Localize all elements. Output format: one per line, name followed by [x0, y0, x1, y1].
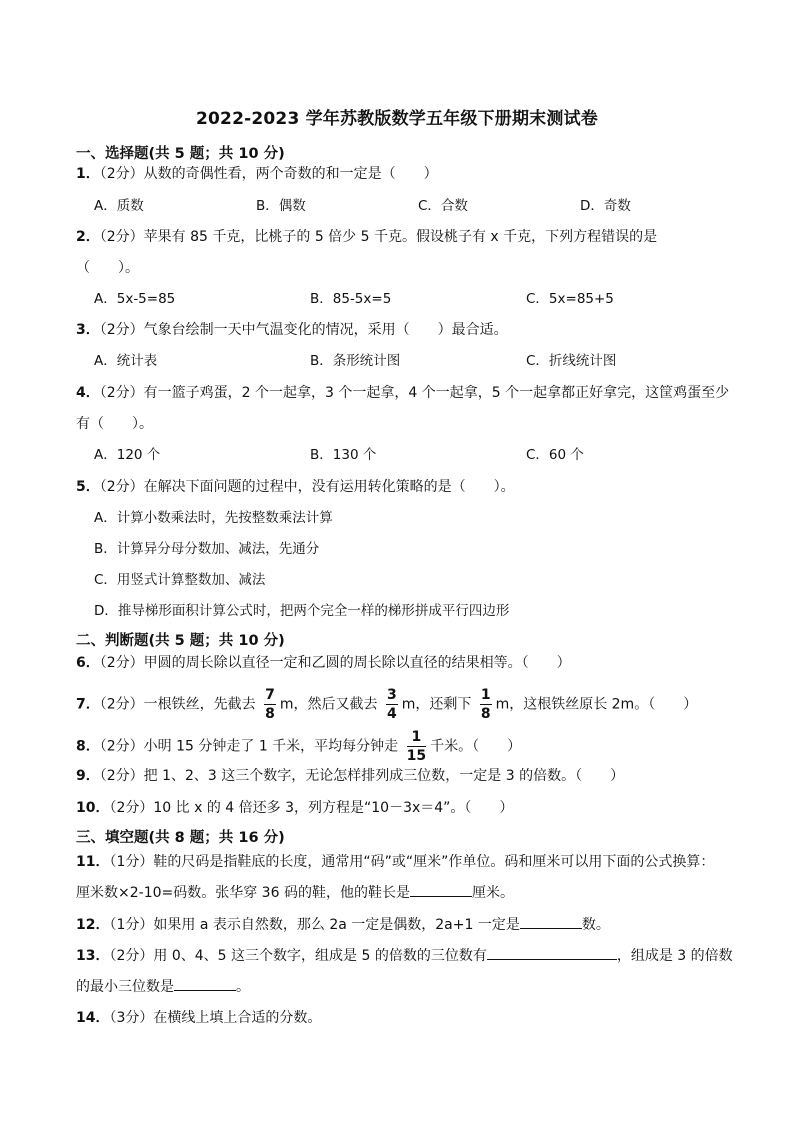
question-number: 14．	[76, 1010, 110, 1026]
question-6	[76, 653, 571, 673]
fraction-3-4	[386, 688, 398, 721]
section-heading-fill-blank: 三、填空题(共 8 题；共 16 分)	[76, 830, 285, 846]
option-a: A．计算小数乘法时，先按整数乘法计算	[94, 510, 333, 526]
question-text: 厘米。	[471, 885, 514, 901]
option-a: A．质数	[94, 198, 144, 214]
question-14	[76, 1008, 321, 1028]
answer-blank[interactable]	[487, 945, 617, 960]
question-number: 11．	[76, 854, 110, 870]
question-text: （2分）气象台绘制一天中气温变化的情况，采用（ ）最合适。	[99, 322, 508, 338]
option-c: C．60 个	[526, 447, 584, 463]
denominator: 8	[480, 706, 491, 722]
option-d: D．奇数	[580, 198, 631, 214]
question-text: （2分）小明 15 分钟走了 1 千米，平均每分钟走	[99, 738, 399, 755]
question-number: 7．	[76, 696, 100, 713]
question-2	[76, 227, 657, 247]
question-text: 千米。（ ）	[430, 738, 522, 755]
question-number: 8．	[76, 738, 100, 755]
numerator: 3	[386, 687, 397, 703]
question-text: ，组成是 3 的倍数	[616, 948, 733, 964]
question-text: （2分）10 比 x 的 4 倍还多 3，列方程是“10－3x＝4”。（ ）	[109, 800, 514, 816]
question-text: m，还剩下	[401, 696, 472, 713]
fraction-7-8	[264, 688, 276, 721]
option-c: C．折线统计图	[526, 353, 617, 369]
denominator: 4	[386, 706, 397, 722]
question-number: 4．	[76, 385, 100, 401]
question-number: 13．	[76, 948, 110, 964]
question-text: 厘米数×2-10=码数。张华穿 36 码的鞋，他的鞋长是	[76, 885, 410, 901]
question-text: 数。	[581, 917, 610, 933]
question-number: 12．	[76, 917, 110, 933]
question-11	[76, 852, 714, 872]
fraction-1-15	[407, 730, 426, 763]
question-4	[76, 383, 729, 403]
question-4-line2: 有（ ）。	[76, 416, 153, 432]
option-b: B．130 个	[310, 447, 377, 463]
question-number: 2．	[76, 229, 100, 245]
numerator: 1	[480, 687, 491, 703]
question-text: 的最小三位数是	[76, 979, 174, 995]
question-7	[76, 688, 697, 721]
option-d: D．推导梯形面积计算公式时，把两个完全一样的梯形拼成平行四边形	[94, 603, 510, 619]
question-8	[76, 730, 521, 763]
question-text: （3分）在横线上填上合适的分数。	[109, 1010, 322, 1026]
option-b: B．85-5x=5	[310, 291, 392, 307]
option-a: A．5x-5=85	[94, 291, 176, 307]
question-5	[76, 477, 515, 497]
question-text: （2分）苹果有 85 千克，比桃子的 5 倍少 5 千克。假设桃子有 x 千克，下列方程错误的是	[99, 229, 658, 245]
question-text: （2分）一根铁丝，先截去	[99, 696, 256, 713]
numerator: 1	[407, 730, 426, 747]
denominator: 15	[406, 748, 427, 764]
question-13-line2	[76, 976, 250, 997]
question-number: 5．	[76, 479, 100, 495]
question-text: （2分）把 1、2、3 这三个数字，无论怎样排列成三位数，一定是 3 的倍数。（ ）	[99, 768, 625, 784]
option-c: C．合数	[418, 198, 468, 214]
option-b: B．条形统计图	[310, 353, 401, 369]
question-13	[76, 945, 733, 966]
question-text: （1分）如果用 a 表示自然数，那么 2a 一定是偶数，2a+1 一定是	[109, 917, 520, 933]
question-number: 1．	[76, 166, 100, 182]
question-number: 6．	[76, 655, 100, 671]
question-text: （2分）从数的奇偶性看，两个奇数的和一定是（ ）	[99, 166, 438, 182]
option-b: B．计算异分母分数加、减法，先通分	[94, 541, 320, 557]
option-a: A．统计表	[94, 353, 158, 369]
section-heading-choice: 一、选择题(共 5 题；共 10 分)	[76, 146, 285, 162]
fraction-1-8	[480, 688, 492, 721]
question-text: m，然后又截去	[279, 696, 378, 713]
question-text: （2分）在解决下面问题的过程中，没有运用转化策略的是（ ）。	[99, 479, 515, 495]
option-a: A．120 个	[94, 447, 161, 463]
question-text: （1分）鞋的尺码是指鞋底的长度，通常用“码”或“厘米”作单位。码和厘米可以用下面的公式换算：	[109, 854, 715, 870]
answer-blank[interactable]	[520, 914, 582, 929]
numerator: 7	[265, 687, 275, 703]
question-2-line2: （ ）。	[76, 260, 139, 276]
question-12	[76, 914, 610, 935]
answer-blank[interactable]	[174, 976, 236, 991]
answer-blank[interactable]	[410, 882, 472, 897]
question-text: （2分）有一篮子鸡蛋，2 个一起拿，3 个一起拿，4 个一起拿，5 个一起拿都正好拿完，这筐鸡蛋至少	[99, 385, 730, 401]
question-number: 3．	[76, 322, 100, 338]
question-3	[76, 320, 508, 340]
option-c: C．用竖式计算整数加、减法	[94, 572, 266, 588]
section-heading-true-false: 二、判断题(共 5 题；共 10 分)	[76, 633, 285, 649]
question-1	[76, 164, 438, 184]
question-text: （2分）用 0、4、5 这三个数字，组成是 5 的倍数的三位数有	[109, 948, 487, 964]
question-number: 9．	[76, 768, 100, 784]
question-9	[76, 766, 624, 786]
page-title: 2022-2023 学年苏教版数学五年级下册期末测试卷	[195, 109, 598, 129]
denominator: 8	[265, 706, 275, 722]
option-b: B．偶数	[256, 198, 306, 214]
question-text: m，这根铁丝原长 2m。（ ）	[495, 696, 698, 713]
question-11-line2	[76, 882, 514, 903]
option-c: C．5x=85+5	[526, 291, 614, 307]
question-number: 10．	[76, 800, 110, 816]
question-10	[76, 798, 513, 818]
question-text: （2分）甲圆的周长除以直径一定和乙圆的周长除以直径的结果相等。（ ）	[99, 655, 571, 671]
question-text: 。	[236, 979, 250, 995]
